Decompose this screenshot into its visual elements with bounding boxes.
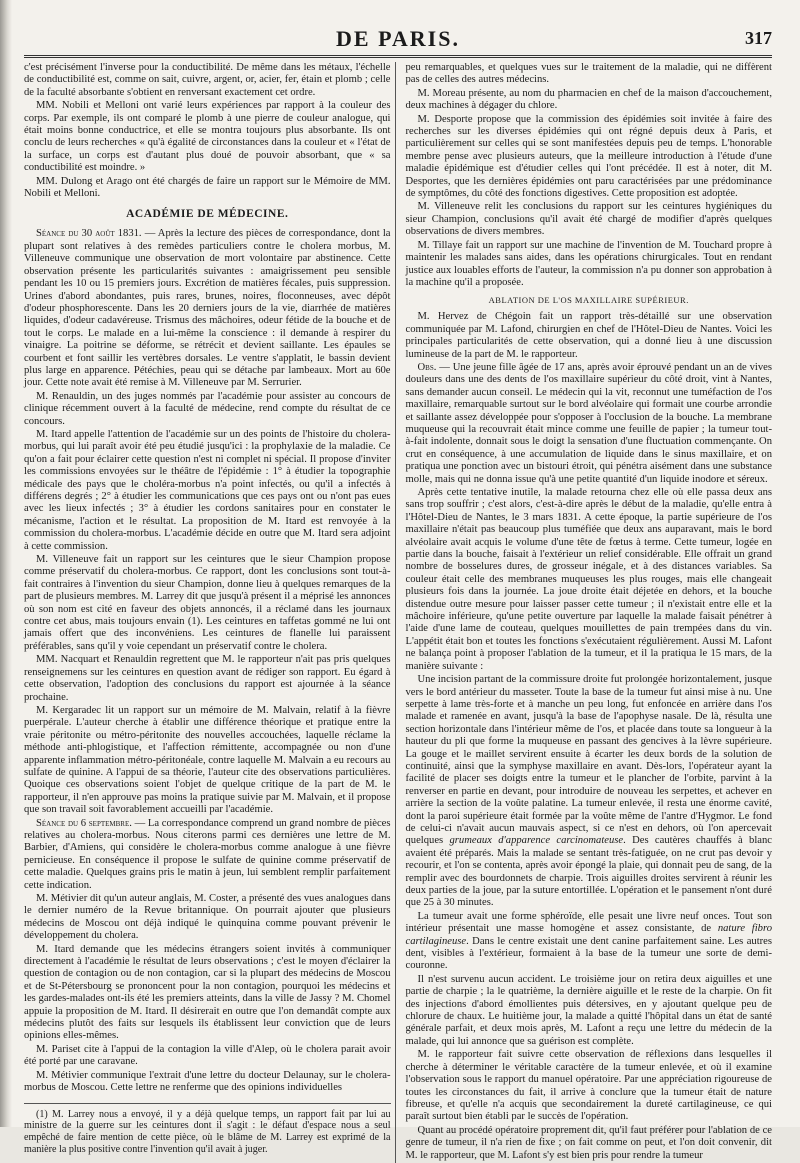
paragraph: M. Villeneuve relit les conclusions du rapport sur les ceintures hygiéniques du sieur Champion, conclusions qu'il avait été chargé de modifier d'après quelques observations de divers membres. <box>405 201 772 238</box>
paragraph: Après cette tentative inutile, la malade retourna chez elle où elle passa deux ans sans trop souffrir ; c'est alors, c'est-à-dire après le début de la maladie, qu'elle entra à l'Hôtel-Dieu de Nantes, le 3 mars 1831. A cette époque, la partie supérieure de l'os maxillaire n'était pas beaucoup plus tuméfiée que deux ans auparavant, mais le bord alvéolaire avait acquis le volume d'une tête de fœtus à terme. Cette tumeur, logée en partie dans la bouche, faisait à l'extérieur un relief considérable. Elle offrait un grand nombre de bosselures dures, de grosseur inégale, et à des distances variables. Sa couleur était celle des membranes muqueuses les plus rouges, mais elle changeait plusieurs fois dans la journée. La joue droite était déjetée en dehors, et la bouche distendue outre mesure pour laisser passer cette tumeur ; il n'existait entre elle et la mâchoire inférieure, qu'une petite ouverture par laquelle la malade faisait pénétrer à l'aide d'une lame de couteau, quelques mouillettes de pain trempées dans du vin. L'appétit était bon et toutes les fonctions s'exécutaient régulièrement. Aussi M. Lafont ne balança point à proposer l'ablation de la tumeur, et il la pratiqua le 15 mars, de la manière suivante : <box>405 487 772 672</box>
paragraph: c'est précisément l'inverse pour la conductibilité. De même dans les métaux, l'échelle de conductibilité est, comme on sait, cuivre, argent, or, acier, fer, étain et plomb ; celle de la faculté absorbante s'obtient en renversant exactement cet ordre. <box>24 62 391 98</box>
paragraph: M. Métivier dit qu'un auteur anglais, M. Coster, a présenté des vues analogues dans le dernier numéro de la Revue britannique. On pourrait ajouter que plusieurs médecins de Moscou ont déjà indiqué le quinquina comme pouvant prévenir le développement du cholera. <box>24 893 391 942</box>
session-date: Séance du 30 août 1831. <box>36 228 142 240</box>
right-column <box>406 62 773 1163</box>
paragraph: M. Métivier communique l'extrait d'une lettre du docteur Delaunay, sur le cholera-morbus de Moscou. Cette lettre ne renferme que des opinions individuelles <box>24 1069 391 1094</box>
paragraph: M. Itard appelle l'attention de l'académie sur un des points de l'histoire du cholera-morbus, qui lui paraît avoir été peu étudié jusqu'ici : la prophylaxie de la maladie. Ce qu'on a fait pour éclairer cette question n'est ni complet ni spécial. Il propose d'inviter les commissions envoyées sur le théâtre de l'épidémie : 1° à étudier la topographie médicale des pays que le choléra-morbus n'a point infectés, ou qu'il a infectés à différens degrés ; 2° à étudier les communications que ces pays ont ou n'ont pas eues avec les lieux infectés ; 3° à étudier les cordons sanitaires pour en constater le mécanisme, l'action et le résultat. La proposition de M. Itard est renvoyée à la commission du cholera-morbus. L'académie décide en outre que M. Itard sera adjoint à cette commission. <box>24 428 391 552</box>
paragraph: M. Pariset cite à l'appui de la contagion la ville d'Alep, où le cholera parait avoir été porté par une caravane. <box>24 1043 391 1068</box>
paragraph: MM. Dulong et Arago ont été chargés de faire un rapport sur le Mémoire de MM. Nobili et Melloni. <box>24 175 391 200</box>
footnote-rule <box>24 1103 391 1104</box>
paragraph <box>406 911 773 973</box>
paragraph <box>406 362 773 486</box>
paragraph: M. Moreau présente, au nom du pharmacien en chef de la maison d'accouchement, deux machines à dégager du chlore. <box>405 87 772 112</box>
paragraph <box>24 228 391 389</box>
paragraph <box>406 674 773 910</box>
paragraph: Quant au procédé opératoire proprement dit, qu'il faut préférer pour l'ablation de ce genre de tumeur, il n'a rien de fixe ; on fait comme on peut, et l'on doit convenir, dit M. le rapporteur, que M. Lafont s'y est bien pris pour rendre la tumeur <box>405 1124 772 1161</box>
page-number: 317 <box>745 28 772 48</box>
text-columns <box>24 62 772 1163</box>
paragraph-text: — La correspondance comprend un grand nombre de pièces relatives au cholera-morbus. Nous citerons parmi ces dernières une lettre de M. Barbier, d'Amiens, qui considère le cholera-morbus comme analogue à une fièvre pernicieuse. En conséquence il propose le sulfate de quinine comme préservatif de cette maladie. Quelques grains pris le matin à jeun, lui semblent remplir parfaitement cette indication. <box>24 817 391 891</box>
page-binding-shadow <box>0 0 12 1127</box>
paragraph: M. Villeneuve fait un rapport sur les ceintures que le sieur Champion propose comme préservatif du cholera-morbus. Ce rapport, dont les conclusions sont tout-à-fait contraires à l'invention du sieur Champion, donne lieu à quelques remarques de la part de plusieurs membres. M. Larrey dit que jusqu'à présent il a méprisé les annonces où son nom est cité en faveur des objets annoncés, il a réclamé dans les journaux contre cet abus, mais toujours envain (1). Les ceintures en taffetas gommé ne lui ont jamais offert que des inconvéniens. Les ceintures de flanelle lui paraissent préférables, sans qu'il y voie cependant un préservatif contre le cholera. <box>24 554 391 652</box>
session-date: Séance du 6 septembre. <box>36 817 132 829</box>
paragraph: M. Kergaradec lit un rapport sur un mémoire de M. Malvain, relatif à la fièvre puerpérale. L'auteur cherche à établir une différence théorique et pratique entre la vraie péritonite ou métro-péritonite des nouvelles accouchées, laquelle réclame la méthode anti-phlogistique, et l'affection rémittente, accompagnée ou non d'une apparente inflammation métro-péritonéale, contre laquelle M. Malvain a eu recours au sulfate de quinine. A l'appui de sa théorie, l'auteur cite des observations particulières. Quoique ces observations soient l'objet de quelque critique de la part de M. le rapporteur, il n'en approuve pas moins la pratique suivie par M. Malvain, et il propose que son travail soit favorablement accueilli par l'académie. <box>24 704 391 816</box>
article-subheading: ABLATION DE L'OS MAXILLAIRE SUPÉRIEUR. <box>488 295 689 306</box>
running-title: DE PARIS. <box>336 26 460 51</box>
paragraph: MM. Nobili et Melloni ont varié leurs expériences par rapport à la couleur des corps. Par exemple, ils ont comparé le plomb à une pierre de couleur analogue, qui était moins bonne conductrice, et elle se montra toujours plus absorbante. Ils ont conclu de leurs recherches « qu'à égalité de circonstances dans la couleur et « l'état de la surface, un corps est d'autant plus doué de pouvoir absorbant, que « sa conductibilité est moindre. » <box>24 100 391 174</box>
paragraph: Il n'est survenu aucun accident. Le troisième jour on retira deux aiguilles et une partie de charpie ; la le quatrième, la dernière aiguille et le reste de la charpie. On fit des injections d'abord émollientes puis détersives, en y ajoutant quelque peu de chlorure de chaux. Le huitième jour, la malade a quitté l'hôpital dans un état de santé générale parfait, et deux mois après, M. Lafont a reçu une lettre du médecin de la malade, qui lui annonce que sa guérison est complète. <box>405 973 772 1047</box>
paragraph-text: — Après la lecture des pièces de correspondance, dont la plupart sont relatives à des remèdes particuliers contre le cholera morbus, M. Villeneuve communique une observation de mort volontaire par abstinence. Cette observation présente les particularités suivantes : amaigrissement peu sensible pendant les 10 ou 15 premiers jours. Excrétion de matières fécales, puis suppression. Urines d'abord abondantes, puis rares, brunes, noires, floconneuses, avec dépôt d'odeur phosphorescente. Dans les 20 derniers jours de la vie, diarrhée de matières liquides, d'odeur cadavéreuse. Trismus des mâchoires, odeur fétide de la bouche et de tout le corps. Le malade en a lui-même la conscience : il demande à respirer du vinaigre. La poitrine se déforme, se rétrécit et devient saillante. Les épaules se courbent et font saillir les vertèbres dorsales. Le ventre s'applatit, le bassin devient plus large en apparence. Pétéchies, peau qui se détache par lambeaux. Mort au 60e jour. Cette note avait été remise à M. Villeneuve par M. Serrurier. <box>24 228 391 389</box>
observation-label: Obs. <box>417 361 437 373</box>
paragraph-text: . Des cautères chauffés à blanc avaient été préparés. Mais la malade se sentant très-fatiguée, on ne crut pas devoir y recourir, et l'on se contenta, après avoir épongé la plaie, qui donnait peu de sang, de la remplir avec des bourdonnets de charpie. Trois aiguilles droites servirent à réunir les deux parties de la joue, par la suture entortillée. L'opération et le pansement n'ont duré que 25 à 30 minutes. <box>405 835 772 909</box>
paragraph: M. Itard demande que les médecins étrangers soient invités à communiquer directement à l'académie le résultat de leurs observations ; c'est le moyen d'éclairer la question de contagion ou de non contagion, car si la plupart des médecins de Moscou et de St-Pétersbourg se prononcent pour la non contagion, pourquoi les médecins et les gardes-malades ont-ils été les premiers atteints, dans la ville de Jassy ? M. Chomel appuie la proposition de M. Itard. Il désirerait en outre que l'on demandât compte aux médecins plutôt des faits sur lesquels ils établissent leur conviction que de leurs opinions elles-mêmes. <box>24 943 391 1042</box>
page-header <box>24 26 772 62</box>
paragraph-text: La tumeur avait une forme sphéroïde, elle pesait une livre neuf onces. Tout son intérieur présentait une masse homogène et assez consistante, de <box>405 910 772 935</box>
paragraph-text: Une incision partant de la commissure droite fut prolongée horizontalement, jusque vers le bord antérieur du masseter. Toute la base de la tumeur fut ainsi mise à nu. Une serpette à lame très-forte et à manche un peu long, fut enfoncée en arrière dans l'os malade et ramenée en avant, jusqu'à la base de l'apophyse nasale. De là, résulta une section horizontale dans l'intérieur même de l'os, et placée dans toute sa longueur à la hauteur du pli que forme la muqueuse en passant des gencives à la lèvre supérieure. La gouge et le maillet servirent ensuite à écarter les deux bords de la solution de continuité, ainsi que la symphyse maxillaire en avant. Dès-lors, l'opérateur ayant la facilité de placer ses doigts entre la tumeur et le plancher de l'orbite, parvint à la renverser en partie en devant, pour introduire de nouveau les serpettes, et achever en arrière la section de la voûte palatine. La tumeur enlevée, il resta une énorme cavité, dont la paroi supérieure était formée par la voûte même de l'antre d'Hygmor. Le fond de celui-ci n'avait aucun mauvais aspect, si ce n'est en dehors, où l'on apercevait quelques <box>405 674 772 847</box>
paragraph: M. Desporte propose que la commission des épidémies soit invitée à faire des recherches sur les diverses épidémies qui ont régné depuis deux à Paris, et particulièrement sur celles qui se sont manifestées depuis peu de temps. L'honorable membre pense avec plusieurs auteurs, que la meilleure introduction à l'étude d'une maladie épidémique est d'étudier celles qui l'ont précédée. Il est à noter, dit M. Desportes, que les dernières épidémies ont paru caractérisées par une prédominance de symptômes, du côté des fonctions digestives. Cette proposition est adoptée. <box>405 113 772 200</box>
paragraph-text: . Dans le centre existait une dent canine parfaitement saine. Les autres dent, visibles à l'extérieur, formaient à la base de la tumeur une sorte de demi-couronne. <box>405 935 772 972</box>
paragraph: M. Hervez de Chégoin fait un rapport très-détaillé sur une observation communiquée par M. Lafond, chirurgien en chef de l'Hôtel-Dieu de Nantes. Voici les principales particularités de cette observation, qui a donné lieu à une discussion lumineuse de la part de M. le rapporteur. <box>405 311 772 360</box>
section-heading: ACADÉMIE DE MÉDECINE. <box>126 208 289 221</box>
paragraph: M. Tillaye fait un rapport sur une machine de l'invention de M. Touchard propre à maintenir les malades sans aides, dans les opérations chirurgicales. Tout en rendant justice aux louables efforts de l'auteur, la commission n'a pu donner son approbation à la machine qu'il a proposée. <box>405 239 772 288</box>
paragraph-text: — Une jeune fille âgée de 17 ans, après avoir éprouvé pendant un an de vives douleurs dans une des dents de l'os maxillaire supérieur du côté droit, vint à Nantes, sans demander aucun conseil. Le médecin qui la vit, reconnut une tuméfaction de l'os maxillaire, remarquable surtout sur le bord alvéolaire qui formait une courbe arrondie et saillante assez développée pour s'opposer à l'occlusion de la bouche. La membrane muqueuse qui la recouvrait était mince comme une feuille de papier ; la tumeur tout-à-fait indolente, donnait sous le doigt la sensation d'une fluctuation commençante. On crut en conséquence, à une accumulation de liquide dans le sinus maxillaire, et on pratiqua une ponction avec un bistouri étroit, qui pénétra aisément dans une substance molle, mais qui ne donna issue qu'à une petite quantité d'un liquide inodore et séreux. <box>405 361 772 485</box>
footnote <box>24 1109 391 1156</box>
left-column <box>24 62 396 1163</box>
footnote-text: (1) M. Larrey nous a envoyé, il y a déjà quelque temps, un rapport fait par lui au ministre de la guerre sur les ceintures dont il s'agit : le défaut d'espace nous a seul empêché de faire mention de cette pièce, où le blâme de M. Larrey est exprimé de la manière la plus positive contre l'invention qu'il avait à juger. <box>24 1108 391 1155</box>
emphasis-text: grumeaux d'apparence carcinomateuse <box>449 835 624 847</box>
paragraph <box>24 818 391 892</box>
emphasis-text: nature fibro cartilagineuse <box>405 923 772 947</box>
paragraph: peu remarquables, et quelques vues sur le traitement de la maladie, qui ne diffèrent pas de celles des autres médecins. <box>405 62 772 86</box>
paragraph: M. Renauldin, un des juges nommés par l'académie pour assister au concours de clinique récemment ouvert à la faculté de médecine, rend compte du résultat de ce concours. <box>24 390 391 427</box>
paragraph: MM. Nacquart et Renauldin regrettent que M. le rapporteur n'ait pas pris quelques renseignemens sur les ceintures en question avant de rédiger son rapport. Eu égard à cette observation, l'adoption des conclusions du rapport est ajournée à la séance prochaine. <box>24 654 391 703</box>
paragraph: M. le rapporteur fait suivre cette observation de réflexions dans lesquelles il cherche à déterminer le véritable caractère de la tumeur enlevée, et où il examine l'observation sous le rapport du manuel opératoire. Par une appréciation rigoureuse de toutes les circonstances du fait, il arrive à conclure que la tumeur était de nature fibreuse, et qu'elle n'a acquis que secondairement la dureté cartilagineuse, ce qui paraît surtout bien établi par le succès de l'opération. <box>405 1049 772 1123</box>
header-rule <box>24 55 772 58</box>
